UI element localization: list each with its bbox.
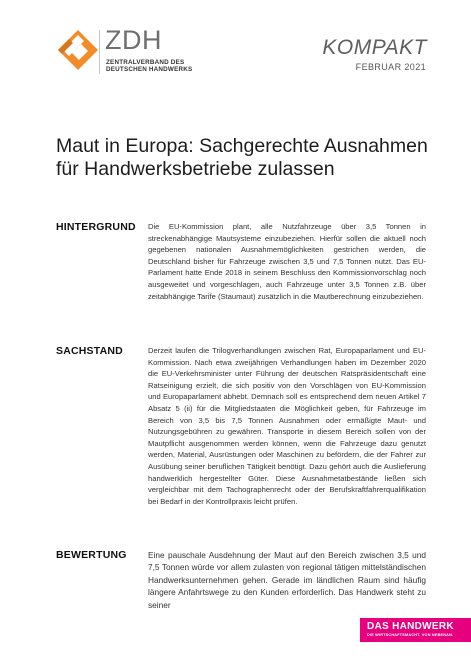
logo-divider [99, 30, 100, 74]
section-body: Die EU-Kommission plant, alle Nutzfahrzeuge über 3,5 Tonnen in streckenabhängige Mautsysteme einzubeziehen. Hierfür sollen die aktuell noch gegebenen nationalen Ausnahmemöglichkeiten gestrichen werden, die Deutschland bisher für Fahrzeuge zwischen 3,5 und 7,5 Tonnen nutzt. Das EU-Parlament hatte Ende 2018 in seinem Beschluss den Kommissionvorschlag noch ausgeweitet und vorgeschlagen, auch Fahrzeuge unter 3,5 Tonnen z.B. über zeitabhängige Tarife (Staumaut) zusätzlich in die Mautberechnung einzubeziehen. [148, 222, 426, 301]
page-title [56, 135, 436, 181]
series-title: KOMPAKT [322, 36, 427, 59]
section-label: SACHSTAND [56, 345, 123, 357]
section-label: HINTERGRUND [56, 221, 136, 233]
das-handwerk-badge [360, 618, 471, 642]
badge-main-text: DAS HANDWERK [367, 621, 454, 632]
org-name-line-1: ZENTRALVERBAND DES [106, 59, 185, 66]
section-body: Derzeit laufen die Trilogverhandlungen zwischen Rat, Europaparlament und EU-Kommission. Nach etwa zweijährigen Verhandlungen haben im Dezember 2020 die EU-Verkehrsminister unter Führung der deutschen Ratspräsidentschaft eine Ratseinigung erzielt, die sich positiv von den Vorschlägen von EU-Kommission und Europaparlament abhebt. Demnach soll es entsprechend dem neuen Artikel 7 Absatz 5 (ii) für die Mitgliedstaaten die Möglichkeit geben, für Fahrzeuge im Bereich von 3,5 bis 7,5 Tonnen Ausnahmen oder ermäßigte Maut- und Nutzungsgebühren zu gewähren. Transporte in diesem Bereich sollen von der Mautpflicht ausgenommen werden können, wenn die Fahrzeuge dazu genutzt werden, Material, Ausrüstungen oder Maschinen zu befördern, die der Fahrer zur Ausübung seiner beruflichen Tätigkeit benötigt. Dazu gehört auch die Auslieferung handwerklich hergestellter Güter. Diese Ausnahmetatbestände ließen sich vergleichbar mit dem Tachographenrecht oder der Berufskraftfahrerqualifikation bei Bedarf in der Kontrollpraxis leicht prüfen. [148, 346, 426, 506]
zdh-logo-icon [55, 27, 101, 73]
section-body: Eine pauschale Ausdehnung der Maut auf den Bereich zwischen 3,5 und 7,5 Tonnen würde vor allem zulasten von regional tätigen mittelständischen Handwerksunternehmen gehen. Gerade im ländlichen Raum sind häufig längere Anfahrtswege zu den Kunden erforderlich. Das Handwerk steht zu seiner [148, 550, 426, 610]
org-abbreviation: ZDH [105, 25, 162, 55]
badge-sub-text: DIE WIRTSCHAFTSMACHT. VON NEBENAN. [367, 633, 454, 637]
org-name-line-2: DEUTSCHEN HANDWERKS [106, 66, 193, 73]
publication-date: FEBRUAR 2021 [355, 62, 426, 72]
page-title-line-2: für Handwerksbetriebe zulassen [56, 158, 335, 180]
page-title-line-1: Maut in Europa: Sachgerechte Ausnahmen [56, 135, 428, 157]
section-label: BEWERTUNG [56, 549, 127, 561]
